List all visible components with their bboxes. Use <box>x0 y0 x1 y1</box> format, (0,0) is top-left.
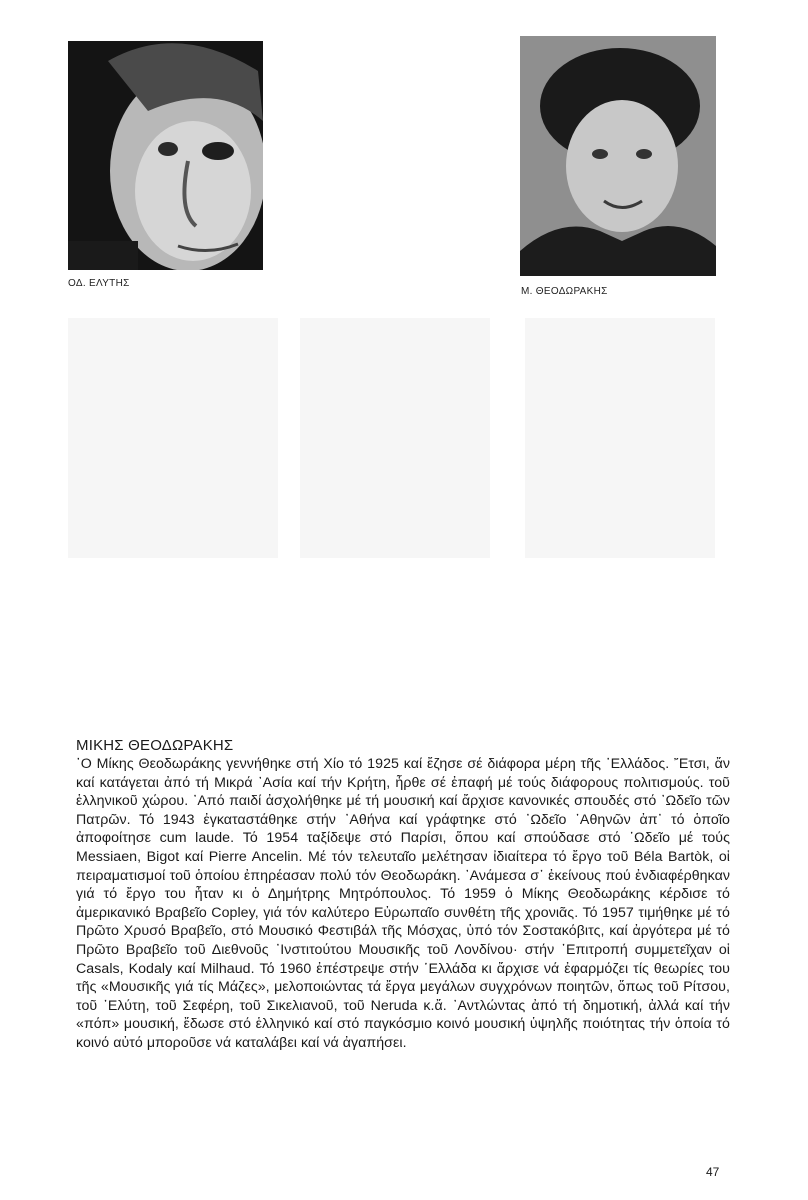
article-body: ῾Ο Μίκης Θεοδωράκης γεννήθηκε στή Χίο τό 1925 καί ἔζησε σέ διάφορα μέρη τῆς ῾Ελλάδος. ῎Ετσι, ἄν καί κατάγεται ἀπό τή Μικρά ᾿Ασία καί τήν Κρήτη, ἦρθε σέ ἐπαφή μέ τούς διάφορους πολιτισμούς. τοῦ ἑλληνικοῦ χώρου. ᾿Από παιδί ἀσχολήθηκε μέ τή μουσική καί ἄρχισε κανονικές σπουδές στό ᾿Ωδεῖο τῶν Πατρῶν. Τό 1943 ἐγκαταστάθηκε στήν ᾿Αθήνα καί γράφτηκε στό ᾿Ωδεῖο ᾿Αθηνῶν ἀπ᾿ τό ὁποῖο ἀποφοίτησε cum laude. Τό 1954 ταξίδεψε στό Παρίσι, ὅπου καί σπούδασε στό ᾿Ωδεῖο μέ τούς Messiaen, Bigot καί Pierre Ancelin. Μέ τόν τελευταῖο μελέτησαν ἰδιαίτερα τό ἔργο τοῦ Béla Bartòk, οἱ πειραματισμοί τοῦ ὁποίου ἐπηρέασαν πολύ τόν Θεοδωράκη. ᾿Ανάμεσα σ᾿ ἐκείνους πού ἐνδιαφέρθηκαν γιά τό ἔργο του ἦταν κι ὁ Δημήτρης Μητρόπουλος. Τό 1959 ὁ Μίκης Θεοδωράκης κέρδισε τό ἀμερικανικό Βραβεῖο Copley, γιά τόν καλύτερο Εὐρωπαῖο συνθέτη τῆς χρονιᾶς. Τό 1957 τιμήθηκε μέ τό Πρῶτο Χρυσό Βραβεῖο, στό Μουσικό Φεστιβάλ τῆς Μόσχας, ὑπό τόν Σοστακόβιτς, καί ἀργότερα μέ τό Πρῶτο Βραβεῖο τοῦ Διεθνοῦς ᾿Ινστιτούτου Μουσικῆς τοῦ Λονδίνου· στήν ᾿Επιτροπή συμμετεῖχαν οἱ Casals, Kodaly καί Milhaud. Τό 1960 ἐπέστρεψε στήν ῾Ελλάδα κι ἄρχισε νά ἐφαρμόζει τίς θεωρίες του τῆς «Μουσικῆς γιά τίς Μάζες», μελοποιώντας τά ἔργα μεγάλων συγχρόνων ποιητῶν, ὅπως τοῦ Ρίτσου, τοῦ ᾿Ελύτη, τοῦ Σεφέρη, τοῦ Σικελιανοῦ, τοῦ Neruda κ.ἄ. ᾿Αντλώντας ἀπό τή δημοτική, ἀλλά καί τήν «πόπ» μουσική, ἔδωσε στό ἑλληνικό καί στό παγκόσμιο κοινό μουσική ὑψηλῆς ποιότητας τήν ὁποία τό κοινό αὐτό μποροῦσε νά καταλάβει καί νά ἀγαπήσει. <box>76 756 730 1051</box>
article-title: ΜΙΚΗΣ ΘΕΟΔΩΡΑΚΗΣ <box>76 737 234 754</box>
portrait-photo-elytis <box>68 41 263 270</box>
page-number: 47 <box>706 1165 720 1179</box>
show-through-image-center <box>300 318 490 558</box>
show-through-image-left <box>68 318 278 558</box>
caption-theodorakis: Μ. ΘΕΟΔΩΡΑΚΗΣ <box>521 286 608 297</box>
article <box>76 737 730 1053</box>
portrait-photo-theodorakis <box>520 36 716 276</box>
show-through-image-right <box>525 318 715 558</box>
caption-elytis: ΟΔ. ΕΛΥΤΗΣ <box>68 278 130 289</box>
